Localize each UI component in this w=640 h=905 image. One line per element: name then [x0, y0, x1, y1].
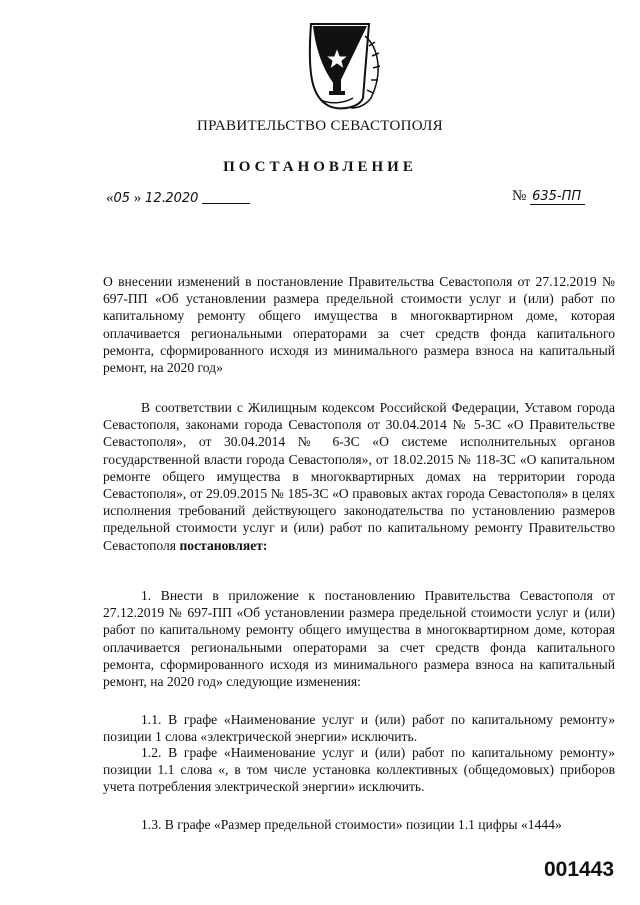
document-type-title: ПОСТАНОВЛЕНИЕ: [223, 159, 417, 175]
date-month: 12: [145, 191, 162, 206]
item-1-1: 1.1. В графе «Наименование услуг и (или) работ по капитальному ремонту» позиции 1 слова «электрической энергии» исключить.: [103, 712, 615, 745]
item-1-2: 1.2. В графе «Наименование услуг и (или) работ по капитальному ремонту» позиции 1.1 слова «, в том числе установка коллективных (общедомовых) приборов учета потребления электрической энергии» исключить.: [103, 745, 615, 795]
item-1-3: 1.3. В графе «Размер предельной стоимости» позиции 1.1 цифры «1444»: [141, 817, 562, 832]
number-prefix: №: [512, 188, 527, 204]
date-underline: [202, 203, 250, 204]
item-1: 1. Внести в приложение к постановлению Правительства Севастополя от 27.12.2019 № 697-ПП «Об установлении размера предельной стоимости услуг и (или) работ по капитальному ремонту общего имущества в многоквартирном доме, которая оплачивается региональными операторами за счет средств фонда капитального ремонта, сформированного исходя из минимального размера взноса на капитальный ремонт, на 2020 год» следующие изменения:: [103, 588, 615, 690]
coat-of-arms-emblem: [299, 18, 409, 113]
preamble-verb: постановляет:: [179, 537, 268, 553]
number-value: 635-ПП: [530, 189, 585, 205]
date-day: 05: [113, 191, 131, 206]
preamble-text: В соответствии с Жилищным кодексом Российской Федерации, Уставом города Севастополя, законами города Севастополя от 30.04.2014 № 5-ЗС «О Правительстве Севастополя», от 30.04.2014 № 6-ЗС «О системе исполнительных органов государственной власти города Севастополя», от 18.02.2015 № 118-ЗС «О капитальном ремонте общего имущества в многоквартирных домах на территории города Севастополя», от 29.09.2015 № 185-ЗС «О правовых актах города Севастополя» в целях исполнения требований действующего законодательства по установлению размеров предельной стоимости услуг и (или) работ по капитальному ремонту Правительство Севастополя: [103, 400, 615, 553]
date-year: 2020: [165, 191, 199, 206]
document-date: «05 » 12.2020: [106, 190, 250, 207]
date-open-quote: «: [106, 190, 114, 206]
serial-number: 001443: [544, 858, 615, 881]
preamble-paragraph: [103, 399, 615, 554]
date-close-quote: »: [133, 190, 142, 206]
document-number: [512, 188, 585, 205]
document-subject: О внесении изменений в постановление Правительства Севастополя от 27.12.2019 № 697-ПП «Об установлении размера предельной стоимости услуг и (или) работ по капитальному ремонту общего имущества в многоквартирном доме, которая оплачивается региональными операторами за счет средств фонда капитального ремонта, сформированного исходя из минимального размера взноса на капитальный ремонт, на 2020 год»: [103, 274, 615, 376]
government-name: ПРАВИТЕЛЬСТВО СЕВАСТОПОЛЯ: [197, 118, 443, 134]
